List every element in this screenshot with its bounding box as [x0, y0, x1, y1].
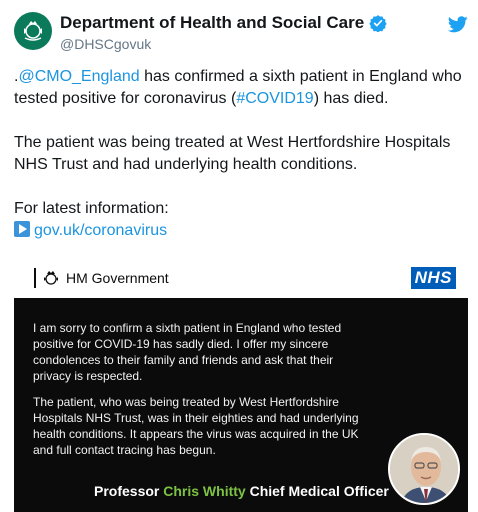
hashtag-link[interactable]: #COVID19 [236, 90, 314, 107]
tweet-text [14, 66, 468, 242]
statement-panel [14, 298, 468, 512]
signature-prefix: Professor [94, 483, 164, 499]
signature-line [94, 483, 389, 499]
tweet-header [14, 10, 468, 54]
chris-whitty-portrait-image [388, 433, 460, 505]
tweet-text-middle: has confirmed a sixth patient in England who tested positive for coronavirus ( [14, 68, 462, 107]
portrait-illustration [390, 435, 460, 505]
twitter-bird-icon[interactable] [448, 16, 468, 33]
account-display-name[interactable]: Department of Health and Social Care [60, 13, 365, 32]
card-header [14, 258, 468, 298]
account-names [60, 13, 387, 52]
play-arrow-icon [14, 221, 30, 237]
royal-crest-icon [20, 18, 46, 44]
statement-paragraph-2: The patient, who was being treated by West Hertfordshire Hospitals NHS Trust, was in their eighties and had underlying health conditions. It appears the virus was acquired in the UK and full contact tracing has begun. [33, 395, 359, 457]
account-display-name-row[interactable] [60, 13, 387, 33]
statement-text [33, 320, 373, 458]
latest-info-label: For latest information: [14, 200, 169, 217]
media-card[interactable] [14, 258, 468, 512]
tweet-paragraph-1 [14, 66, 468, 110]
account-handle[interactable]: @DHSCgovuk [60, 36, 152, 52]
tweet-paragraph-3 [14, 198, 468, 242]
account-avatar[interactable] [14, 12, 52, 50]
verified-badge-icon [369, 14, 387, 32]
logo-divider [34, 268, 36, 288]
hm-government-logo [34, 268, 169, 288]
nhs-logo: NHS [411, 267, 456, 289]
tweet-paragraph-2: The patient was being treated at West Hertfordshire Hospitals NHS Trust and had underlying health conditions. [14, 134, 451, 173]
tweet-text-suffix: ) has died. [313, 90, 389, 107]
govuk-coronavirus-link[interactable]: gov.uk/coronavirus [34, 222, 168, 239]
hm-government-label: HM Government [66, 270, 169, 286]
statement-paragraph-1: I am sorry to confirm a sixth patient in England who tested positive for COVID-19 has sadly died. I offer my sincere condolences to their family and friends and ask that their privacy is respected. [33, 321, 342, 383]
signature-name: Chris Whitty [163, 483, 246, 499]
mention-link[interactable]: @CMO_England [18, 68, 140, 85]
crown-crest-icon [42, 269, 60, 287]
signature-role: Chief Medical Officer [245, 483, 389, 499]
tweet-text-prefix: . [14, 68, 19, 85]
